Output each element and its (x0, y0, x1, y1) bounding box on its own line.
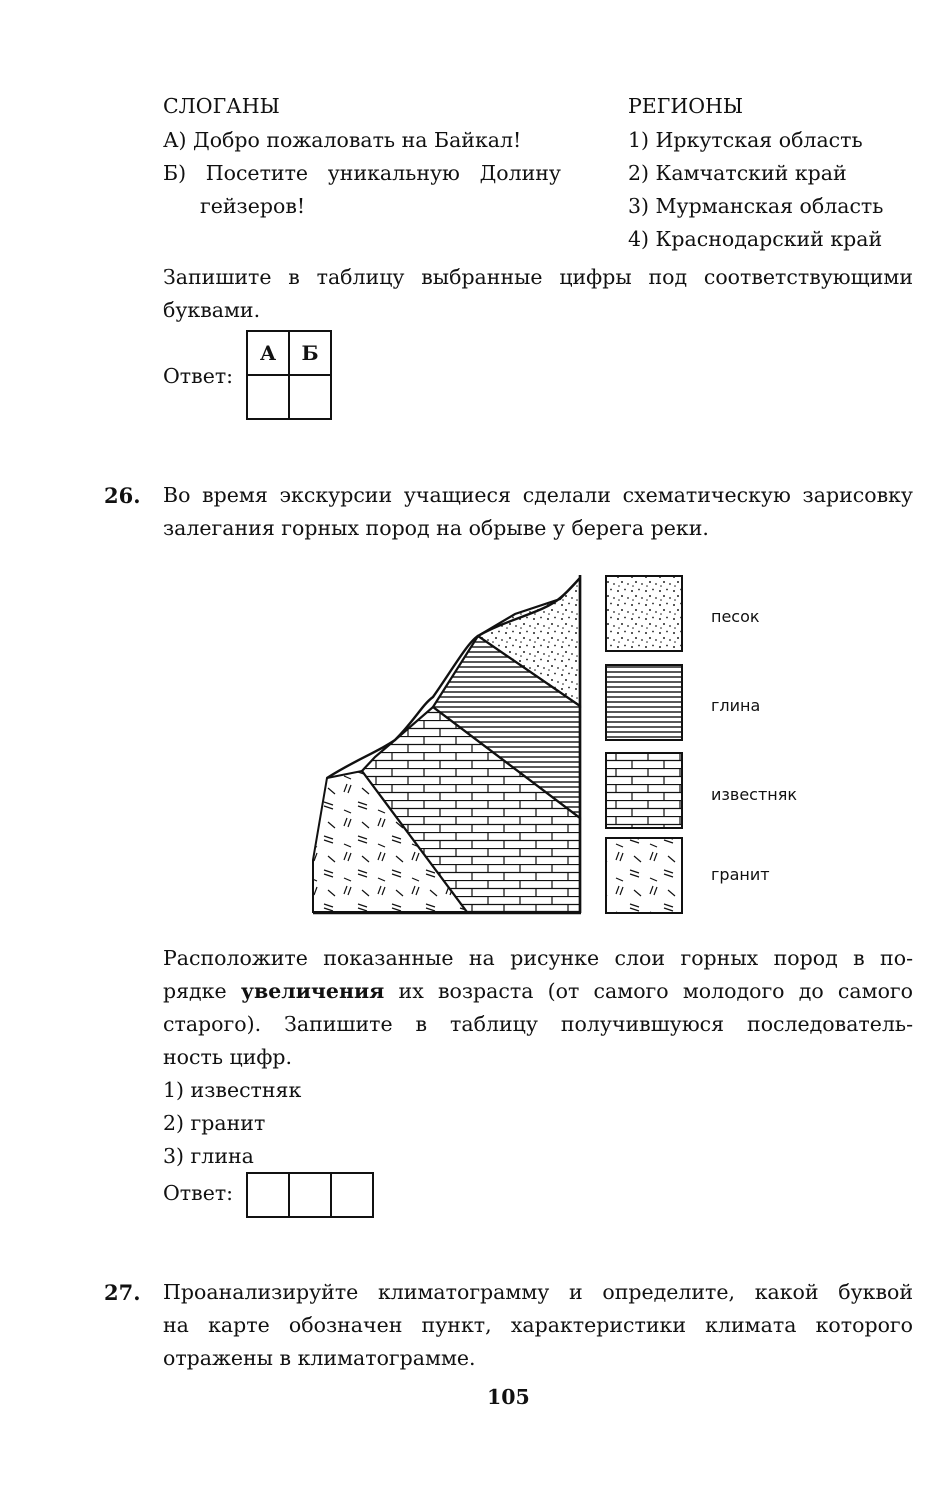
region-4: 4) Краснодарский край (628, 227, 883, 251)
q26-task-line2: рядке увеличения их возраста (от самого молодого до самого (163, 979, 913, 1003)
answer-cell-b[interactable] (289, 375, 331, 419)
answer-table-25 (246, 330, 332, 420)
answer-label-26: Ответ: (163, 1181, 234, 1205)
slogans-heading: СЛОГАНЫ (163, 94, 280, 118)
q27-line2: на карте обозначен пункт, характеристики климата которого (163, 1313, 913, 1337)
region-1: 1) Иркутская область (628, 128, 863, 152)
q26-task-line4: ность цифр. (163, 1045, 293, 1069)
legend-limestone-swatch (606, 753, 682, 828)
legend-label-clay: глина (711, 696, 761, 715)
emphasis-increase: увеличения (240, 979, 385, 1003)
legend-label-limestone: известняк (711, 785, 798, 804)
answer-table-26 (246, 1172, 374, 1218)
legend-granite-swatch (606, 838, 682, 913)
legend-label-sand: песок (711, 607, 760, 626)
question-number-27: 27. (104, 1280, 141, 1305)
answer-header-b: Б (289, 331, 331, 375)
q26-task-line1: Расположите показанные на рисунке слои горных пород в по- (163, 946, 913, 970)
answer-cell-26-1[interactable] (247, 1173, 289, 1217)
answer-cell-a[interactable] (247, 375, 289, 419)
q27-line1: Проанализируйте климатограмму и определите, какой буквой (163, 1280, 913, 1304)
q26-task-line3: старого). Запишите в таблицу получившуюся последователь- (163, 1012, 913, 1036)
q26-option-2: 2) гранит (163, 1111, 266, 1135)
region-2: 2) Камчатский край (628, 161, 847, 185)
instruction-line2: буквами. (163, 298, 261, 322)
answer-cell-26-3[interactable] (331, 1173, 373, 1217)
legend-sand-swatch (606, 576, 682, 651)
q26-option-3: 3) глина (163, 1144, 254, 1168)
answer-cell-26-2[interactable] (289, 1173, 331, 1217)
q27-line3: отражены в климатограмме. (163, 1346, 476, 1370)
instruction-line1: Запишите в таблицу выбранные цифры под соответствующими (163, 265, 913, 289)
q26-option-1: 1) известняк (163, 1078, 302, 1102)
slogan-b-line1: Б) Посетите уникальную Долину (163, 161, 561, 185)
regions-heading: РЕГИОНЫ (628, 94, 744, 118)
legend-clay-swatch (606, 665, 682, 740)
legend-label-granite: гранит (711, 865, 770, 884)
q26-intro-line1: Во время экскурсии учащиеся сделали схематическую зарисовку (163, 483, 913, 507)
region-3: 3) Мурманская область (628, 194, 884, 218)
slogan-b-line2: гейзеров! (200, 194, 306, 218)
q26-intro-line2: залегания горных пород на обрыве у берега реки. (163, 516, 709, 540)
answer-label-25: Ответ: (163, 364, 234, 388)
question-number-26: 26. (104, 483, 141, 508)
slogan-a: А) Добро пожаловать на Байкал! (163, 128, 522, 152)
rock-layers-diagram (300, 565, 720, 925)
page-number: 105 (487, 1385, 530, 1409)
answer-header-a: А (247, 331, 289, 375)
